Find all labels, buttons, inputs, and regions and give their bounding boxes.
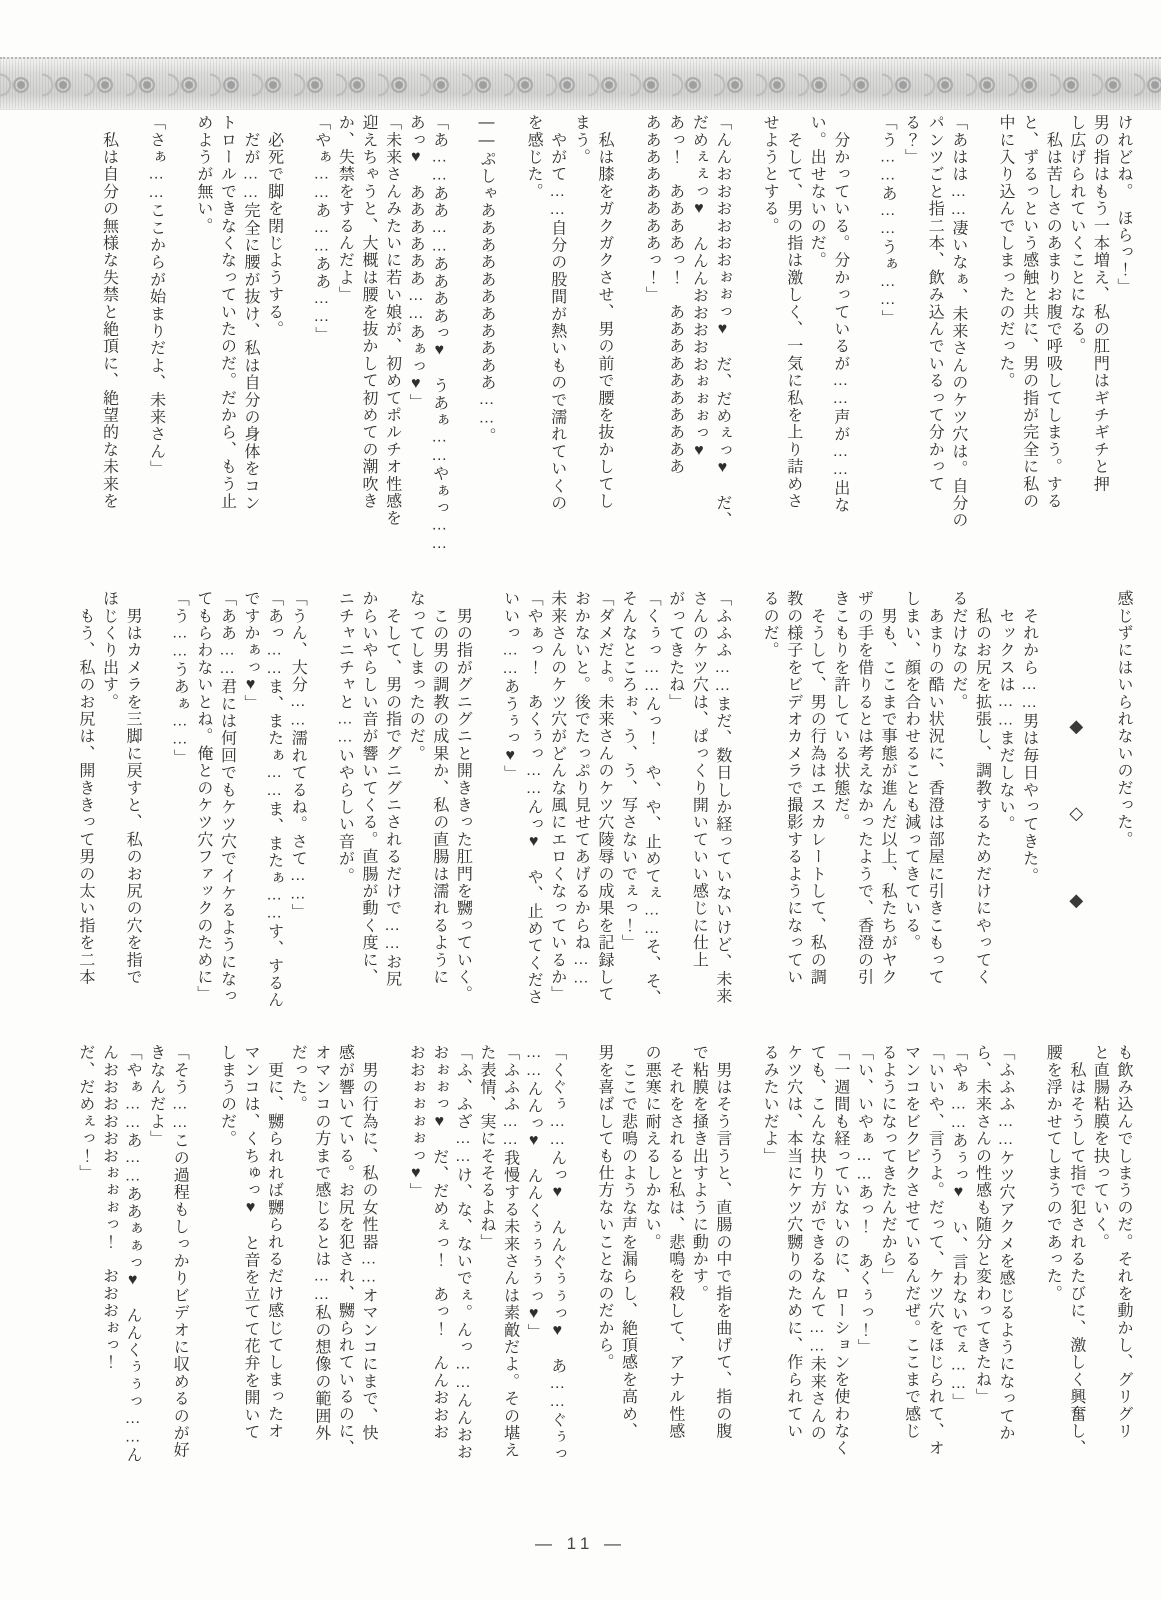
text-column: を感じた。	[525, 114, 543, 200]
text-column: ですかぁっ♥」	[242, 590, 260, 712]
text-column: マンコは、くちゅっ♥ と音を立てて花弁を開いて	[242, 1044, 260, 1441]
text-column: 男の行為に、私の女性器……オマンコにまで、快	[360, 1044, 377, 1442]
text-column: そんなところぉ、う、う、写さないでぇっ！」	[619, 590, 637, 952]
text-column: ても、こんな抉り方ができるなんて……未来さんの	[808, 1044, 826, 1442]
text-column: 「んんおおおおおおぉぉっ♥ だ、だめぇっ♥ だ、	[713, 114, 731, 529]
text-column: 感じずにはいられないのだった。	[1115, 590, 1132, 848]
text-column: 私は苦しさのあまりお腹で呼吸してしまう。する	[1044, 114, 1062, 510]
text-column: 「うん、大分……濡れてるね。さて……」	[289, 590, 307, 921]
text-column: セックスは……まだしない。	[997, 590, 1015, 833]
text-column: だが……完全に腰が抜け、私は自分の身体をコン	[242, 114, 260, 512]
text-column: ああああああああっ！」	[643, 114, 661, 304]
column-gap	[309, 590, 333, 1042]
column-gap	[616, 114, 640, 580]
text-column: そうして、男の行為はエスカレートして、私の調	[808, 590, 826, 986]
text-column: 迎えちゃうと、大概は腰を抜かして初めての潮吹き	[360, 114, 377, 510]
text-column: パンツごと指二本、飲み込んでいるって分かって	[926, 114, 944, 493]
text-column: それをされると私は、悲鳴を殺して、アナル性感	[666, 1044, 684, 1440]
text-column: もう、私のお尻は、開ききって男の太い指を二本	[76, 590, 94, 986]
text-column: なってしまったのだ。	[407, 590, 425, 762]
text-column: 私のお尻を拡張し、調教するためだけにやってく	[973, 590, 991, 986]
text-column: だった。	[289, 1044, 307, 1113]
text-column: めようが無い。	[194, 114, 212, 235]
page-number: ― 11 ―	[534, 1534, 627, 1553]
text-column: 「やぁ……あぅっ♥ い、言わないでぇ……」	[949, 1044, 967, 1411]
column-gap	[474, 590, 498, 1042]
column-gap	[286, 114, 310, 580]
text-column: ここで悲鳴のような声を漏らし、絶頂感を高め、	[619, 1044, 637, 1440]
text-column: 腰を浮かせてしまうのであった。	[1044, 1044, 1062, 1302]
text-column: 必死で脚を閉じようする。	[265, 114, 283, 338]
column-gap	[1041, 590, 1065, 1042]
text-column: 男も、ここまで事態が進んだ以上、私たちがヤク	[879, 590, 897, 986]
text-column: 感が響いている。お尻を犯され、嬲られているのに、	[336, 1044, 354, 1457]
text-column: けれどね。 ほらっ！」	[1115, 114, 1132, 296]
text-column: そして、男の指でグニグニされるだけで……お尻	[383, 590, 401, 988]
text-column: 「ふふふ……我慢する未来さんは素敵だよ。その堪え	[501, 1044, 519, 1459]
column-gap	[144, 590, 168, 1042]
text-column: 教の様子をビデオカメラで撮影するようになってい	[784, 590, 802, 986]
text-column: 男はそう言うと、直腸の中で指を曲げて、指の腹	[713, 1044, 731, 1440]
text-column: てもらわないとね。俺とのケツ穴ファックのために」	[194, 590, 212, 1003]
column-gap	[191, 1044, 215, 1538]
text-column: る？」	[902, 114, 920, 166]
text-column: 「やぁっ！ あくぅっ……んっ♥ や、止めてくださ	[525, 590, 543, 1006]
text-column: 「一週間も経っていないのに、ローションを使わなく	[831, 1044, 849, 1457]
section-divider-diamonds: ◆ ◇ ◆	[1066, 716, 1087, 935]
text-column: あっ！ ああああっ！ ああああああああああ	[666, 114, 684, 476]
text-column: 「ふ、ふざ……け、な、ないでぇ。んっ……んんおお	[454, 1044, 472, 1461]
text-column: きこもりを許している状態だ。	[831, 590, 849, 831]
text-column: 「あっ……ま、またぁ……ま、またぁ……す、するん	[265, 590, 283, 1009]
text-band-bottom	[66, 1044, 1135, 1538]
text-column: 「やぁ……あ……ああ……」	[312, 114, 330, 344]
text-column: ザの手を借りるとは考えなかったようで、香澄の引	[855, 590, 873, 986]
text-column: オマンコの方まで感じるとは……私の想像の範囲外	[312, 1044, 330, 1442]
text-column: で粘膜を掻き出すように動かす。	[690, 1044, 708, 1302]
text-column: 「くぐぅ……んっ♥ んんぐぅぅっ♥ あ……ぐぅっ	[548, 1044, 566, 1463]
text-column: トロールできなくなっていたのだ。だから、もう止	[218, 114, 236, 510]
text-column: 男はカメラを三脚に戻すと、私のお尻の穴を指で	[124, 590, 142, 986]
text-column: ほじくり出す。	[100, 590, 118, 711]
text-column: まう。	[572, 114, 590, 166]
text-column: 「ふふふ……まだ、数日しか経っていないけど、未来	[713, 590, 731, 1005]
column-gap	[734, 114, 758, 580]
text-column: るようになってきたんだから」	[879, 1044, 897, 1285]
text-column: るだけなのだ。	[949, 590, 967, 711]
text-column: きなんだよ」	[147, 1044, 165, 1148]
column-gap	[498, 114, 522, 580]
text-column: 「あはは……凄いなぁ、未来さんのケツ穴は。自分の	[949, 114, 967, 529]
text-band-middle	[66, 590, 1135, 1042]
text-column: と直腸粘膜を抉っていく。	[1091, 1044, 1109, 1251]
text-column: し広げられていくことになる。	[1067, 114, 1085, 355]
text-column: しまうのだ。	[218, 1044, 236, 1148]
text-column: の悪寒に耐えるしかない。	[643, 1044, 661, 1251]
text-column: と、ずるっという感触と共に、男の指が完全に私の	[1020, 114, 1038, 510]
text-column: ニチャニチャと……いやらしい音が。	[336, 590, 354, 885]
column-gap	[852, 114, 876, 580]
text-column: 私はそうして指で犯されるたびに、激しく興奮し、	[1067, 1044, 1085, 1457]
text-column: だ、だめぇっ！」	[76, 1044, 94, 1182]
text-column: あっ♥ ああああああ……あぁっ♥」	[407, 114, 425, 411]
column-gap	[168, 114, 192, 580]
text-column: ケツ穴は、本当にケツ穴嬲りのために、作られてい	[784, 1044, 802, 1440]
text-column: いいっ……あうぅっ♥」	[501, 590, 519, 783]
text-column: い。出せないのだ。	[808, 114, 826, 269]
text-column: 分かっている。分かっているが……声が……出な	[831, 114, 849, 514]
text-column: あまりの酷い状況に、香澄は部屋に引きこもって	[926, 590, 944, 986]
text-column: 「未来さんみたいに若い娘が、初めてポルチオ性感を	[383, 114, 401, 527]
column-gap	[569, 1044, 593, 1538]
text-column: 私は自分の無様な失禁と絶頂に、絶望的な未来を	[100, 114, 118, 510]
text-column: 私は膝をガクガクさせ、男の前で腰を抜かしてし	[595, 114, 613, 510]
text-column: さんのケツ穴は、ぱっくり開いていい感じに仕上	[690, 590, 708, 969]
text-column: 「くぅっ……んっ！ や、や、止めてぇ……そ、そ、	[643, 590, 661, 1007]
column-gap	[451, 114, 475, 580]
text-column: おかないと。後でたっぷり見せてあげるからね……	[572, 590, 590, 988]
text-column: 「ああ……君には何回でもケツ穴でイケるようになっ	[218, 590, 236, 1005]
text-column: 「やぁ……あ……ああぁぁっ♥ んんくぅぅっ……ん	[124, 1044, 142, 1464]
text-column: この男の調教の成果か、私の直腸は濡れるように	[430, 590, 448, 986]
column-gap	[734, 1044, 758, 1538]
text-column: がってきたね」	[666, 590, 684, 711]
text-column: た表情、実にそそるよね」	[477, 1044, 495, 1251]
text-column: か、失禁をするんだよ」	[336, 114, 354, 304]
text-column: んおおおおおおぉぉぉっ！ おおおぉっ！	[100, 1044, 118, 1371]
text-column: ――ぷしゃあああああああああああ……。	[477, 114, 495, 445]
text-band-top	[66, 114, 1135, 580]
text-column: 「う……うあぁ……」	[171, 590, 189, 766]
text-column: 未来さんのケツ穴がどんな風にエロくなっているか」	[548, 590, 566, 1003]
text-column: 「う……あ……うぁ……」	[879, 114, 897, 327]
text-column: 「あ……ああ……ああああっ♥ うあぁ……やぁっ……	[430, 114, 448, 553]
text-column: そして、男の指は激しく、一気に私を上り詰めさ	[784, 114, 802, 510]
text-column: ……んんっ♥ んんくぅぅぅぅっ♥」	[525, 1044, 543, 1341]
lace-border-ornament	[0, 57, 1161, 110]
text-column: それから……男は毎日やってきた。	[1020, 590, 1038, 885]
text-column: やがて……自分の股間が熱いもので濡れていくの	[548, 114, 566, 512]
text-column: 男の指がグニグニと開ききった肛門を嬲っていく。	[454, 590, 472, 1003]
text-column: 「いいや、言うよ。だって、ケツ穴をほじられて、オ	[926, 1044, 944, 1457]
text-column: 「そう……この過程もしっかりビデオに収めるのが好	[171, 1044, 189, 1459]
column-gap	[1017, 1044, 1041, 1538]
text-column: 「さぁ……ここからが始まりだよ、未来さん」	[147, 114, 165, 478]
text-column: おぉぉっ♥ だ、だめぇっ！ あっ！ んんおおお	[430, 1044, 448, 1441]
text-column: 「い、いやぁ……あっ！ あくぅっ！」	[855, 1044, 873, 1356]
text-column: おおぉぉぉぉっ♥」	[407, 1044, 425, 1200]
text-column: 「ダメだよ。未来さんのケツ穴陵辱の成果を記録して	[595, 590, 613, 1003]
text-column: マンコをビクビクさせているんだぜ。ここまで感じ	[902, 1044, 920, 1440]
text-column: 男を喜ばしても仕方ないことなのだから。	[595, 1044, 613, 1371]
text-column: 「ふふふ……ケツ穴アクメを感じるようになってか	[997, 1044, 1015, 1442]
column-gap	[734, 590, 758, 1042]
text-column: ら、未来さんの性感も随分と変わってきたね」	[973, 1044, 991, 1406]
text-column: 中に入り込んでしまったのだった。	[997, 114, 1015, 390]
column-gap	[970, 114, 994, 580]
text-column: 更に、嬲られれば嬲られるだけ感じてしまったオ	[265, 1044, 283, 1440]
column-gap	[120, 114, 144, 580]
text-column: からいやらしい音が響いてくる。直腸が動く度に、	[360, 590, 377, 986]
column-gap	[380, 1044, 404, 1538]
text-column: るみたいだよ」	[761, 1044, 779, 1165]
text-column: だめぇぇっ♥ んんんおおおおおぉぉぉっ♥	[690, 114, 708, 460]
text-column: 男の指はもう一本増え、私の肛門はギチギチと押	[1091, 114, 1109, 493]
text-column: しまい、顔を合わせることも減ってきている。	[902, 590, 920, 952]
column-gap	[1088, 590, 1112, 1042]
text-column: も飲み込んでしまうのだ。それを動かし、グリグリ	[1115, 1044, 1132, 1440]
text-column: せようとする。	[761, 114, 779, 235]
text-column: るのだ。	[761, 590, 779, 659]
